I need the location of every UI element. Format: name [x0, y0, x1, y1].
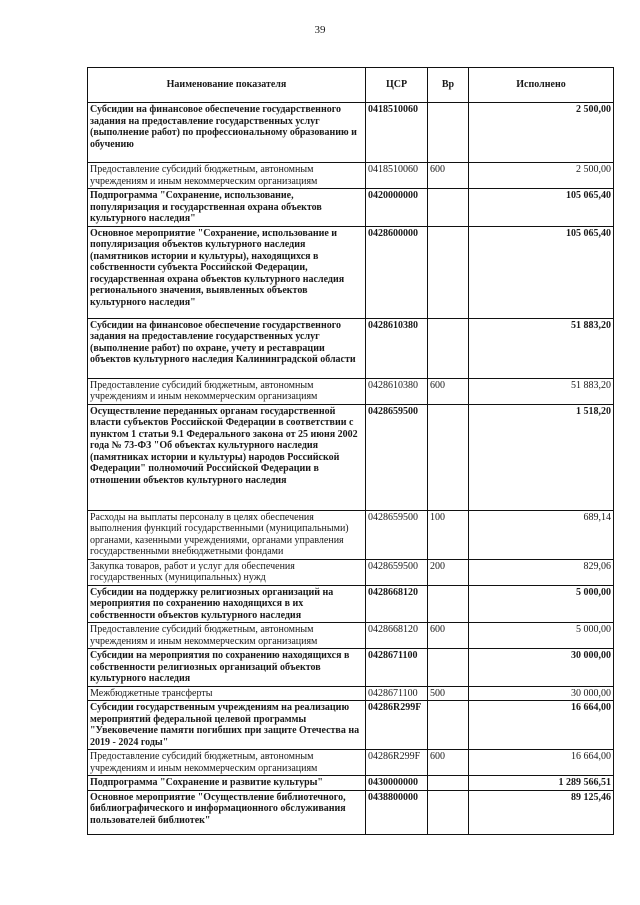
table-row: [88, 318, 614, 378]
row-csr: 0428600000: [366, 226, 428, 318]
page-number: 39: [314, 24, 326, 36]
row-csr: 0428659500: [366, 559, 428, 585]
table-row: [88, 378, 614, 404]
row-value: 105 065,40: [469, 226, 614, 318]
row-csr: 0428671100: [366, 686, 428, 701]
row-name: Предоставление субсидий бюджетным, автономным учреждениям и иным некоммерческим организациям: [88, 163, 366, 189]
row-csr: 0428671100: [366, 649, 428, 687]
row-name: Предоставление субсидий бюджетным, автономным учреждениям и иным некоммерческим организациям: [88, 378, 366, 404]
row-value: 30 000,00: [469, 686, 614, 701]
row-value: 16 664,00: [469, 750, 614, 776]
row-vr: [428, 189, 469, 227]
row-csr: 0428659500: [366, 404, 428, 510]
row-name: Подпрограмма "Сохранение, использование, популяризация и государственная охрана объектов культурного наследия": [88, 189, 366, 227]
row-vr: [428, 649, 469, 687]
row-name: Субсидии на поддержку религиозных организаций на мероприятия по сохранению находящихся в их собственности объектов культурного наследия: [88, 585, 366, 623]
table-row: [88, 163, 614, 189]
row-vr: 600: [428, 750, 469, 776]
table-row: [88, 776, 614, 791]
row-value: 1 289 566,51: [469, 776, 614, 791]
table-row: [88, 226, 614, 318]
row-csr: 0418510060: [366, 163, 428, 189]
row-vr: 200: [428, 559, 469, 585]
row-value: 51 883,20: [469, 318, 614, 378]
row-vr: [428, 701, 469, 750]
row-vr: [428, 585, 469, 623]
row-name: Субсидии на финансовое обеспечение государственного задания на предоставление государственных услуг (выполнение работ) по профессиональному образованию и обучению: [88, 103, 366, 163]
row-name: Основное мероприятие "Осуществление библиотечного, библиографического и информационного обслуживания пользователей библиотек": [88, 790, 366, 834]
row-vr: 100: [428, 510, 469, 559]
header-csr: ЦСР: [366, 68, 428, 103]
table-row: [88, 649, 614, 687]
row-csr: 0418510060: [366, 103, 428, 163]
row-vr: [428, 103, 469, 163]
row-csr: 0438800000: [366, 790, 428, 834]
table-row: [88, 585, 614, 623]
row-csr: 0428610380: [366, 378, 428, 404]
row-name: Межбюджетные трансферты: [88, 686, 366, 701]
table-row: [88, 701, 614, 750]
row-value: 105 065,40: [469, 189, 614, 227]
row-name: Субсидии на мероприятия по сохранению находящихся в собственности религиозных организаций объектов культурного наследия: [88, 649, 366, 687]
row-vr: [428, 790, 469, 834]
row-value: 30 000,00: [469, 649, 614, 687]
table-row: [88, 750, 614, 776]
row-name: Подпрограмма "Сохранение и развитие культуры": [88, 776, 366, 791]
row-value: 1 518,20: [469, 404, 614, 510]
row-csr: 0420000000: [366, 189, 428, 227]
row-vr: 600: [428, 623, 469, 649]
header-vr: Вр: [428, 68, 469, 103]
row-value: 2 500,00: [469, 163, 614, 189]
table-row: [88, 103, 614, 163]
header-name: Наименование показателя: [88, 68, 366, 103]
row-vr: [428, 226, 469, 318]
row-value: 689,14: [469, 510, 614, 559]
row-vr: 500: [428, 686, 469, 701]
table-row: [88, 559, 614, 585]
row-vr: 600: [428, 163, 469, 189]
row-csr: 0428668120: [366, 623, 428, 649]
table-row: [88, 404, 614, 510]
row-vr: 600: [428, 378, 469, 404]
row-value: 829,06: [469, 559, 614, 585]
row-vr: [428, 404, 469, 510]
row-csr: 04286R299F: [366, 701, 428, 750]
table-row: [88, 189, 614, 227]
row-value: 2 500,00: [469, 103, 614, 163]
table-row: [88, 623, 614, 649]
row-vr: [428, 318, 469, 378]
row-value: 5 000,00: [469, 623, 614, 649]
header-value: Исполнено: [469, 68, 614, 103]
row-name: Осуществление переданных органам государственной власти субъектов Российской Федерации в соответствии с пунктом 1 статьи 9.1 Федерального закона от 25 июня 2002 года № 73-ФЗ "Об объектах культурного наследия (памятниках истории и культуры) народов Российской Федерации" полномочий Российской Федерации в отношении объектов культурного наследия: [88, 404, 366, 510]
row-name: Основное мероприятие "Сохранение, использование и популяризация объектов культурного наследия (памятников истории и культуры), находящихся в собственности субъекта Российской Федерации, государственная охрана объектов культурного наследия регионального значения, выявленных объектов культурного наследия": [88, 226, 366, 318]
table-row: [88, 686, 614, 701]
budget-execution-table: [87, 67, 614, 835]
table-header-row: [88, 68, 614, 103]
table-row: [88, 510, 614, 559]
row-csr: 0430000000: [366, 776, 428, 791]
row-csr: 0428668120: [366, 585, 428, 623]
row-value: 16 664,00: [469, 701, 614, 750]
row-name: Закупка товаров, работ и услуг для обеспечения государственных (муниципальных) нужд: [88, 559, 366, 585]
row-csr: 04286R299F: [366, 750, 428, 776]
row-name: Субсидии государственным учреждениям на реализацию мероприятий федеральной целевой программы "Увековечение памяти погибших при защите Отечества на 2019 - 2024 годы": [88, 701, 366, 750]
row-csr: 0428659500: [366, 510, 428, 559]
row-name: Предоставление субсидий бюджетным, автономным учреждениям и иным некоммерческим организациям: [88, 750, 366, 776]
row-value: 89 125,46: [469, 790, 614, 834]
row-vr: [428, 776, 469, 791]
row-name: Субсидии на финансовое обеспечение государственного задания на предоставление государственных услуг (выполнение работ) по охране, учету и реставрации объектов культурного наследия Калининградской области: [88, 318, 366, 378]
row-value: 5 000,00: [469, 585, 614, 623]
table-row: [88, 790, 614, 834]
row-value: 51 883,20: [469, 378, 614, 404]
row-name: Расходы на выплаты персоналу в целях обеспечения выполнения функций государственными (муниципальными) органами, казенными учреждениями, органами управления государственными внебюджетными фондами: [88, 510, 366, 559]
row-csr: 0428610380: [366, 318, 428, 378]
row-name: Предоставление субсидий бюджетным, автономным учреждениям и иным некоммерческим организациям: [88, 623, 366, 649]
